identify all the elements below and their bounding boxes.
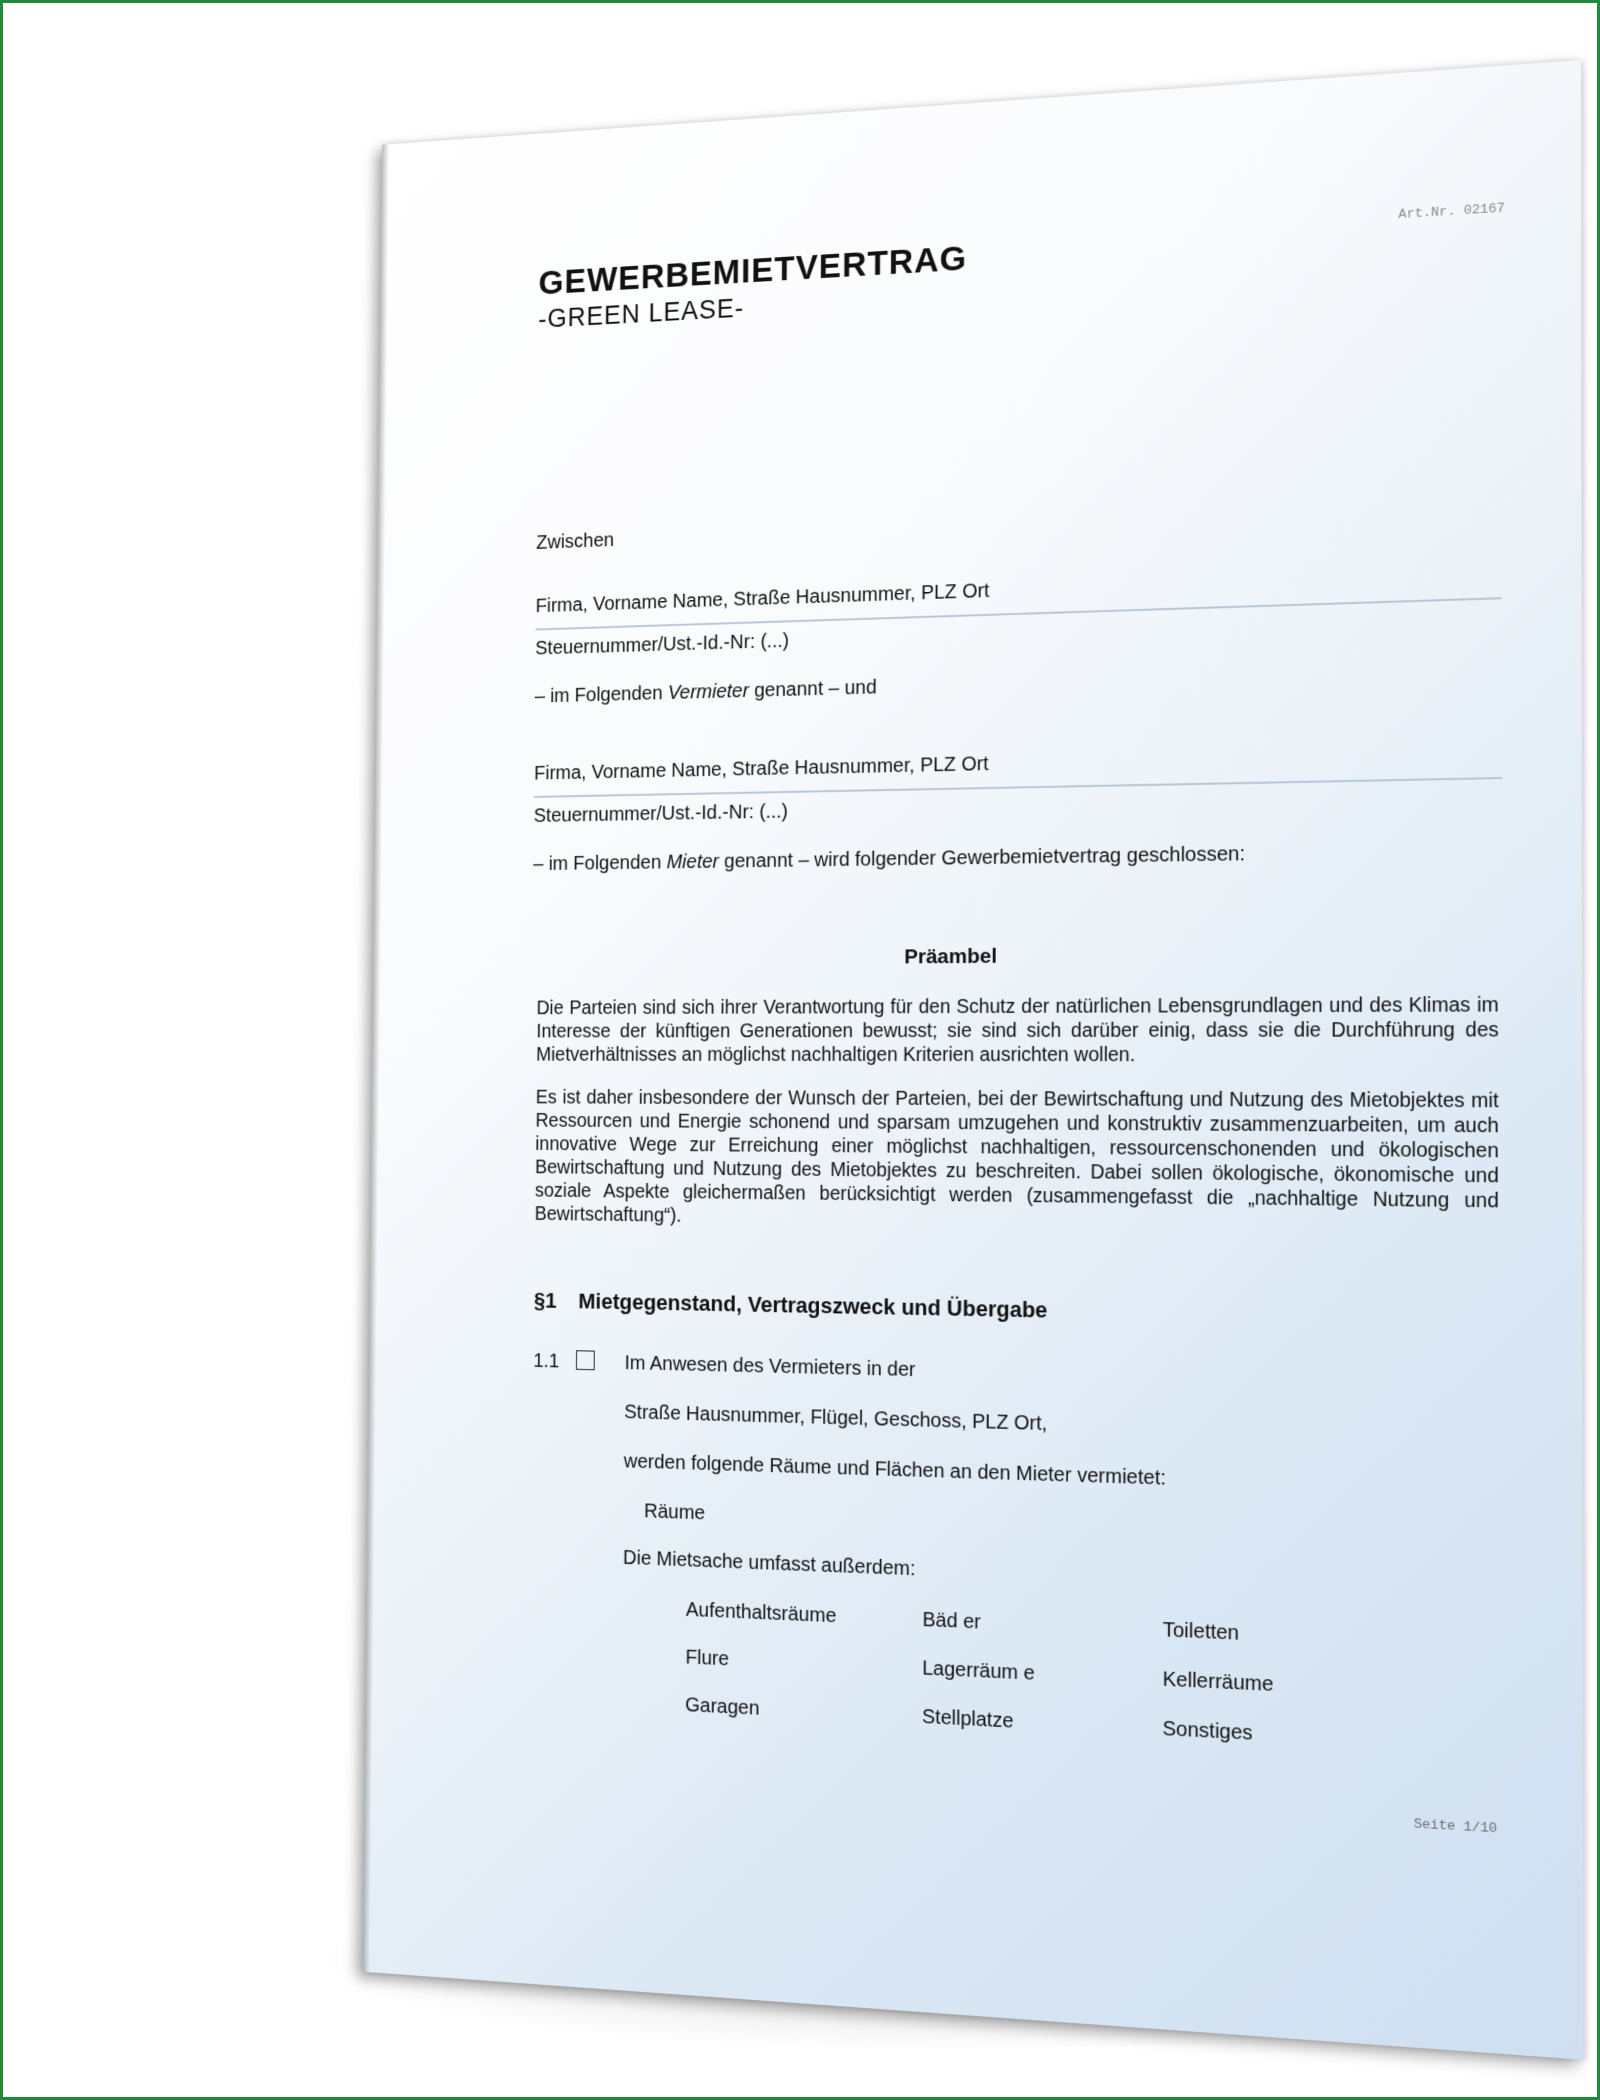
document-page bbox=[363, 60, 1584, 2060]
item-line-3: werden folgende Räume und Flächen an den Mieter vermietet: bbox=[623, 1450, 1167, 1490]
extra-item-aufenthaltsraeume: Aufenthaltsräume bbox=[685, 1598, 837, 1628]
party2-role-suffix: genannt – wird folgender Gewerbemietvertrag geschlossen: bbox=[718, 843, 1246, 873]
party1-tax-number: Steuernummer/Ust.-Id.-Nr: (...) bbox=[535, 630, 790, 660]
preamble-heading: Präambel bbox=[904, 944, 998, 969]
article-number: Art.Nr. 02167 bbox=[1398, 200, 1505, 223]
party2-role: Mieter bbox=[666, 850, 719, 874]
item-line-2: Straße Hausnummer, Flügel, Geschoss, PLZ Ort, bbox=[624, 1401, 1048, 1436]
also-includes-label: Die Mietsache umfasst außerdem: bbox=[622, 1547, 916, 1581]
party1-role: Vermieter bbox=[667, 680, 749, 704]
item-number: 1.1 bbox=[533, 1350, 560, 1373]
extra-item-lagerraeume: Lagerräum e bbox=[922, 1657, 1035, 1685]
extra-item-toiletten: Toiletten bbox=[1162, 1618, 1240, 1645]
party2-tax-number: Steuernummer/Ust.-Id.-Nr: (...) bbox=[533, 800, 788, 827]
document-title: GEWERBEMIETVERTRAG bbox=[538, 239, 968, 303]
preamble-paragraph-2: Es ist daher insbesondere der Wunsch der Parteien, bei der Bewirtschaftung und Nutzung des Mietobjektes mit Ressourcen und Energie schonend und sparsam umzugehen und konstruktiv zusammenzuarbeiten, um auch innovative Wege zur Erreichung einer möglichst nachhaltigen, ressourcenschonenden und ökologischen Bewirtschaftung und Nutzung des Mietobjektes zu beschreiten. Dabei sollen ökologische, ökonomische und soziale Aspekte gleichermaßen berücksichtigt werden (zusammengefasst die „nachhaltige Nutzung und Bewirtschaftung“). bbox=[534, 1086, 1499, 1227]
party1-role-line bbox=[535, 677, 877, 709]
party2-role-line bbox=[533, 843, 1245, 876]
party1-role-prefix: – im Folgenden bbox=[534, 682, 668, 708]
party1-address: Firma, Vorname Name, Straße Hausnummer, PLZ Ort bbox=[535, 580, 990, 618]
item-checkbox[interactable] bbox=[576, 1350, 595, 1370]
extra-item-baeder: Bäd er bbox=[922, 1608, 981, 1634]
section-number: §1 bbox=[533, 1287, 557, 1313]
page-number: Seite 1/10 bbox=[1413, 1816, 1497, 1837]
party2-address: Firma, Vorname Name, Straße Hausnummer, PLZ Ort bbox=[534, 753, 989, 785]
extra-item-stellplaetze: Stellplatze bbox=[921, 1705, 1014, 1733]
zwischen-label: Zwischen bbox=[536, 529, 615, 554]
preamble-paragraph-1: Die Parteien sind sich ihrer Verantwortung für den Schutz der natürlichen Lebensgrundlagen und des Klimas im Interesse der künftigen Generationen bewusst; sie sind sich darüber einig, dass sie die Durchführung des Mietverhältnisses an möglichst nachhaltigen Kriterien ausrichten wollen. bbox=[536, 993, 1499, 1067]
extra-item-garagen: Garagen bbox=[685, 1694, 760, 1720]
item-line-1: Im Anwesen des Vermieters in der bbox=[624, 1352, 916, 1382]
party2-role-prefix: – im Folgenden bbox=[533, 851, 667, 876]
extra-item-sonstiges: Sonstiges bbox=[1162, 1717, 1253, 1745]
document-subtitle: -GREEN LEASE- bbox=[538, 293, 745, 334]
extra-item-kellerraeume: Kellerräume bbox=[1162, 1668, 1274, 1697]
rooms-label: Räume bbox=[644, 1500, 706, 1525]
party1-role-suffix: genannt – und bbox=[748, 676, 877, 702]
extra-item-flure: Flure bbox=[685, 1646, 729, 1671]
section-title: Mietgegenstand, Vertragszweck und Übergabe bbox=[578, 1288, 1048, 1323]
